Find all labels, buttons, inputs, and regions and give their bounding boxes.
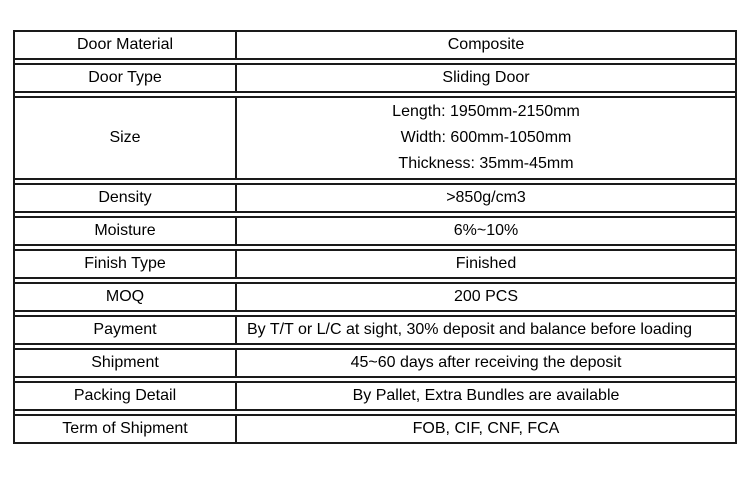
table-row <box>15 63 735 93</box>
row-value: FOB, CIF, CNF, FCA <box>412 420 560 437</box>
row-label: Density <box>15 185 237 211</box>
row-value: Finished <box>455 255 517 272</box>
table-row <box>15 216 735 246</box>
table-row <box>15 348 735 378</box>
row-label: Payment <box>15 317 237 343</box>
row-value: By Pallet, Extra Bundles are available <box>352 387 620 404</box>
row-value: Composite <box>447 36 525 53</box>
row-label: Packing Detail <box>15 383 237 409</box>
table-row <box>15 381 735 411</box>
row-label: Door Type <box>15 65 237 91</box>
row-label: Moisture <box>15 218 237 244</box>
row-value: Sliding Door <box>442 69 530 86</box>
value-line: Width: 600mm-1050mm <box>400 129 572 146</box>
product-spec-table <box>13 30 737 444</box>
table-row <box>15 315 735 345</box>
row-label: Door Material <box>15 32 237 58</box>
row-value: By T/T or L/C at sight, 30% deposit and balance before loading <box>247 321 693 338</box>
row-value <box>237 98 735 178</box>
table-row <box>15 414 735 442</box>
table-row <box>15 96 735 180</box>
row-label: Shipment <box>15 350 237 376</box>
row-value: 200 PCS <box>453 288 519 305</box>
table-row <box>15 249 735 279</box>
row-label: MOQ <box>15 284 237 310</box>
row-value: >850g/cm3 <box>446 189 526 206</box>
value-line: Length: 1950mm-2150mm <box>392 103 580 120</box>
table-row <box>15 282 735 312</box>
row-label: Term of Shipment <box>15 416 237 442</box>
table-row <box>15 32 735 60</box>
table-row <box>15 183 735 213</box>
row-value: 45~60 days after receiving the deposit <box>350 354 622 371</box>
row-value: 6%~10% <box>453 222 519 239</box>
row-label: Size <box>15 98 237 178</box>
value-line: Thickness: 35mm-45mm <box>398 155 574 172</box>
row-label: Finish Type <box>15 251 237 277</box>
